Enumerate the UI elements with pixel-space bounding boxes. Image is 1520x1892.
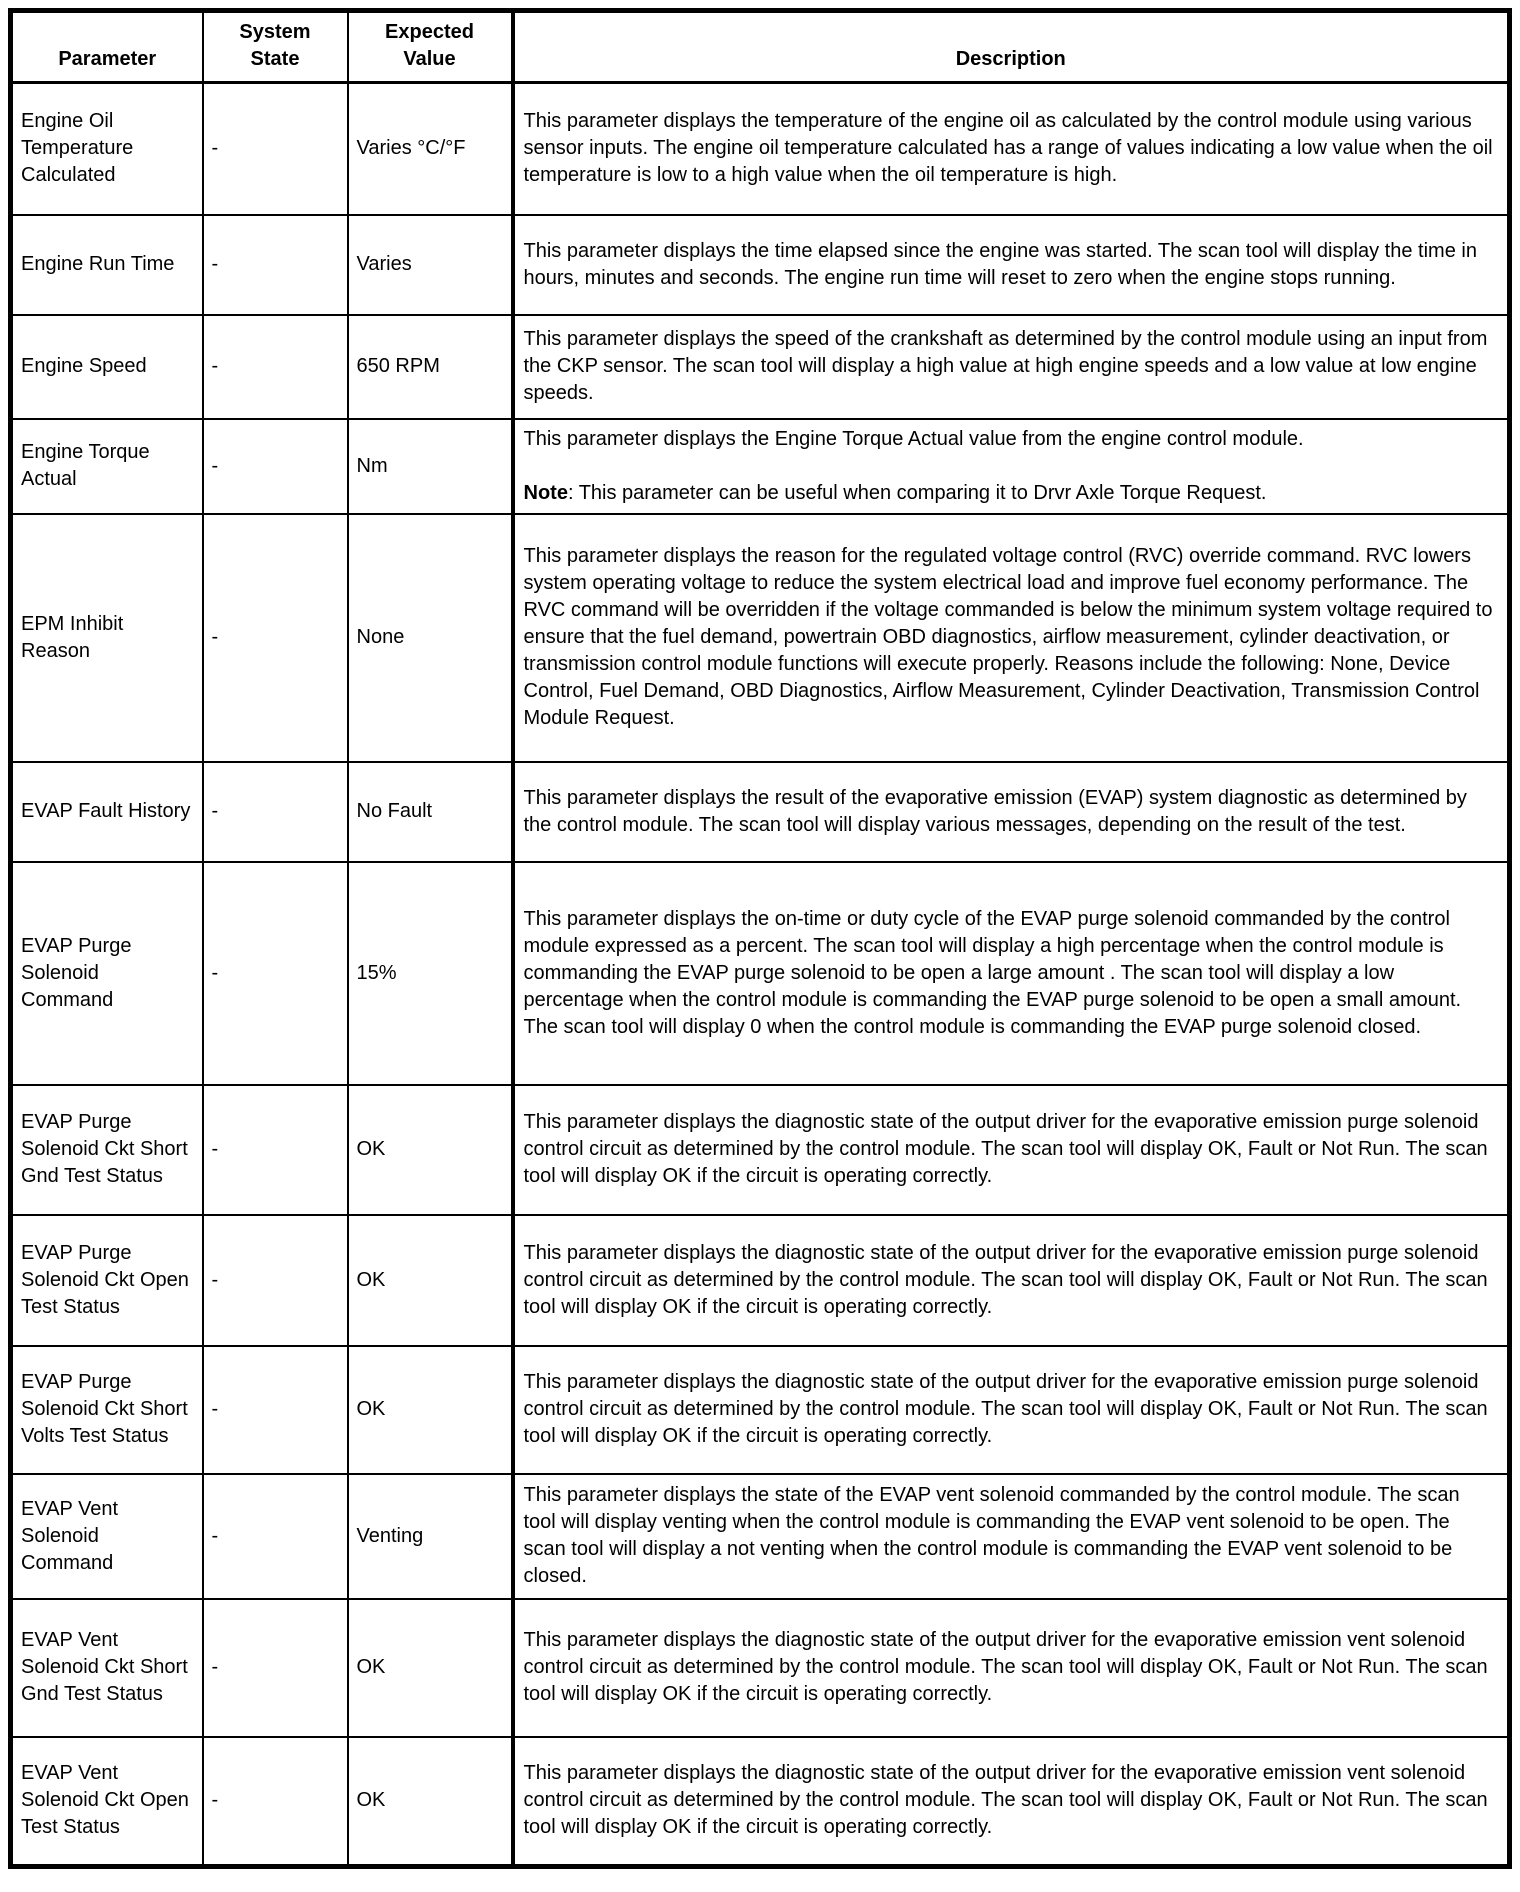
parameter-cell: EVAP Purge Solenoid Ckt Short Volts Test Status — [11, 1346, 203, 1474]
system-state-cell: - — [203, 1474, 348, 1599]
expected-value-cell: OK — [348, 1346, 513, 1474]
description-cell: This parameter displays the diagnostic state of the output driver for the evaporative emission purge solenoid control circuit as determined by the control module. The scan tool will display OK, Fault or Not Run. The scan tool will display OK if the circuit is operating correctly. — [513, 1085, 1510, 1215]
parameter-cell: EVAP Vent Solenoid Ckt Open Test Status — [11, 1737, 203, 1867]
row-engine-run-time — [11, 215, 1510, 315]
expected-value-cell: OK — [348, 1215, 513, 1346]
description-cell: This parameter displays the temperature of the engine oil as calculated by the control module using various sensor inputs. The engine oil temperature calculated has a range of values indicating a low value when the oil temperature is low to a high value when the oil temperature is high. — [513, 83, 1510, 215]
row-evap-fault-history — [11, 762, 1510, 862]
row-evap-purge-ckt-open-test-status — [11, 1215, 1510, 1346]
expected-value-cell: Varies — [348, 215, 513, 315]
parameter-data-table — [8, 8, 1512, 1869]
description-cell: This parameter displays the diagnostic state of the output driver for the evaporative emission vent solenoid control circuit as determined by the control module. The scan tool will display OK, Fault or Not Run. The scan tool will display OK if the circuit is operating correctly. — [513, 1737, 1510, 1867]
system-state-cell: - — [203, 83, 348, 215]
header-row — [11, 11, 1510, 83]
parameter-cell: Engine Run Time — [11, 215, 203, 315]
row-evap-vent-ckt-short-gnd-test-status — [11, 1599, 1510, 1737]
column-header-parameter: Parameter — [11, 11, 203, 83]
system-state-cell: - — [203, 1085, 348, 1215]
description-cell: This parameter displays the diagnostic state of the output driver for the evaporative emission purge solenoid control circuit as determined by the control module. The scan tool will display OK, Fault or Not Run. The scan tool will display OK if the circuit is operating correctly. — [513, 1215, 1510, 1346]
description-cell: This parameter displays the speed of the crankshaft as determined by the control module using an input from the CKP sensor. The scan tool will display a high value at high engine speeds and a low value at low engine speeds. — [513, 315, 1510, 419]
parameter-cell: EVAP Purge Solenoid Ckt Open Test Status — [11, 1215, 203, 1346]
system-state-cell: - — [203, 1599, 348, 1737]
row-evap-purge-ckt-short-volts-test-status — [11, 1346, 1510, 1474]
system-state-cell: - — [203, 1215, 348, 1346]
parameter-cell: EPM Inhibit Reason — [11, 514, 203, 762]
row-epm-inhibit-reason — [11, 514, 1510, 762]
description-cell: This parameter displays the reason for the regulated voltage control (RVC) override command. RVC lowers system operating voltage to reduce the system electrical load and improve fuel economy performance. The RVC command will be overridden if the voltage commanded is below the minimum system voltage required to ensure that the fuel demand, powertrain OBD diagnostics, airflow measurement, cylinder deactivation, or transmission control module functions will execute properly. Reasons include the following: None, Device Control, Fuel Demand, OBD Diagnostics, Airflow Measurement, Cylinder Deactivation, Transmission Control Module Request. — [513, 514, 1510, 762]
description-text: This parameter displays the Engine Torque Actual value from the engine control module. — [523, 427, 1304, 450]
system-state-cell: - — [203, 215, 348, 315]
description-cell: This parameter displays the time elapsed since the engine was started. The scan tool will display the time in hours, minutes and seconds. The engine run time will reset to zero when the engine stops running. — [513, 215, 1510, 315]
expected-value-cell: Varies °C/°F — [348, 83, 513, 215]
row-evap-purge-solenoid-command — [11, 862, 1510, 1085]
description-cell — [513, 419, 1510, 514]
system-state-cell: - — [203, 514, 348, 762]
expected-value-cell: 15% — [348, 862, 513, 1085]
system-state-cell: - — [203, 862, 348, 1085]
parameter-cell: EVAP Vent Solenoid Ckt Short Gnd Test Status — [11, 1599, 203, 1737]
note-label: Note — [523, 481, 568, 504]
parameter-cell: Engine Torque Actual — [11, 419, 203, 514]
description-cell: This parameter displays the diagnostic state of the output driver for the evaporative emission vent solenoid control circuit as determined by the control module. The scan tool will display OK, Fault or Not Run. The scan tool will display OK if the circuit is operating correctly. — [513, 1599, 1510, 1737]
expected-value-cell: OK — [348, 1599, 513, 1737]
description-note — [524, 480, 1496, 507]
row-engine-torque-actual — [11, 419, 1510, 514]
parameter-cell: Engine Speed — [11, 315, 203, 419]
expected-value-cell: OK — [348, 1085, 513, 1215]
expected-value-cell: Venting — [348, 1474, 513, 1599]
parameter-cell: Engine Oil Temperature Calculated — [11, 83, 203, 215]
note-text: : This parameter can be useful when comparing it to Drvr Axle Torque Request. — [567, 481, 1267, 504]
parameter-cell: EVAP Purge Solenoid Ckt Short Gnd Test Status — [11, 1085, 203, 1215]
parameter-cell: EVAP Purge Solenoid Command — [11, 862, 203, 1085]
expected-value-cell: None — [348, 514, 513, 762]
expected-value-cell: 650 RPM — [348, 315, 513, 419]
parameter-cell: EVAP Fault History — [11, 762, 203, 862]
row-evap-vent-ckt-open-test-status — [11, 1737, 1510, 1867]
description-cell: This parameter displays the state of the EVAP vent solenoid commanded by the control module. The scan tool will display venting when the control module is commanding the EVAP vent solenoid to be open. The scan tool will display a not venting when the control module is commanding the EVAP vent solenoid to be closed. — [513, 1474, 1510, 1599]
description-cell: This parameter displays the diagnostic state of the output driver for the evaporative emission purge solenoid control circuit as determined by the control module. The scan tool will display OK, Fault or Not Run. The scan tool will display OK if the circuit is operating correctly. — [513, 1346, 1510, 1474]
expected-value-cell: No Fault — [348, 762, 513, 862]
column-header-system-state: System State — [203, 11, 348, 83]
parameter-cell: EVAP Vent Solenoid Command — [11, 1474, 203, 1599]
row-evap-purge-ckt-short-gnd-test-status — [11, 1085, 1510, 1215]
system-state-cell: - — [203, 315, 348, 419]
system-state-cell: - — [203, 1346, 348, 1474]
column-header-expected-value: Expected Value — [348, 11, 513, 83]
column-header-description: Description — [513, 11, 1510, 83]
row-engine-speed — [11, 315, 1510, 419]
expected-value-cell: Nm — [348, 419, 513, 514]
description-cell: This parameter displays the on-time or duty cycle of the EVAP purge solenoid commanded by the control module expressed as a percent. The scan tool will display a high percentage when the control module is commanding the EVAP purge solenoid to be open a large amount . The scan tool will display a low percentage when the control module is commanding the EVAP purge solenoid to be open a small amount. The scan tool will display 0 when the control module is commanding the EVAP purge solenoid closed. — [513, 862, 1510, 1085]
description-cell: This parameter displays the result of the evaporative emission (EVAP) system diagnostic as determined by the control module. The scan tool will display various messages, depending on the result of the test. — [513, 762, 1510, 862]
system-state-cell: - — [203, 762, 348, 862]
row-evap-vent-solenoid-command — [11, 1474, 1510, 1599]
row-engine-oil-temperature-calculated — [11, 83, 1510, 215]
system-state-cell: - — [203, 419, 348, 514]
expected-value-cell: OK — [348, 1737, 513, 1867]
system-state-cell: - — [203, 1737, 348, 1867]
